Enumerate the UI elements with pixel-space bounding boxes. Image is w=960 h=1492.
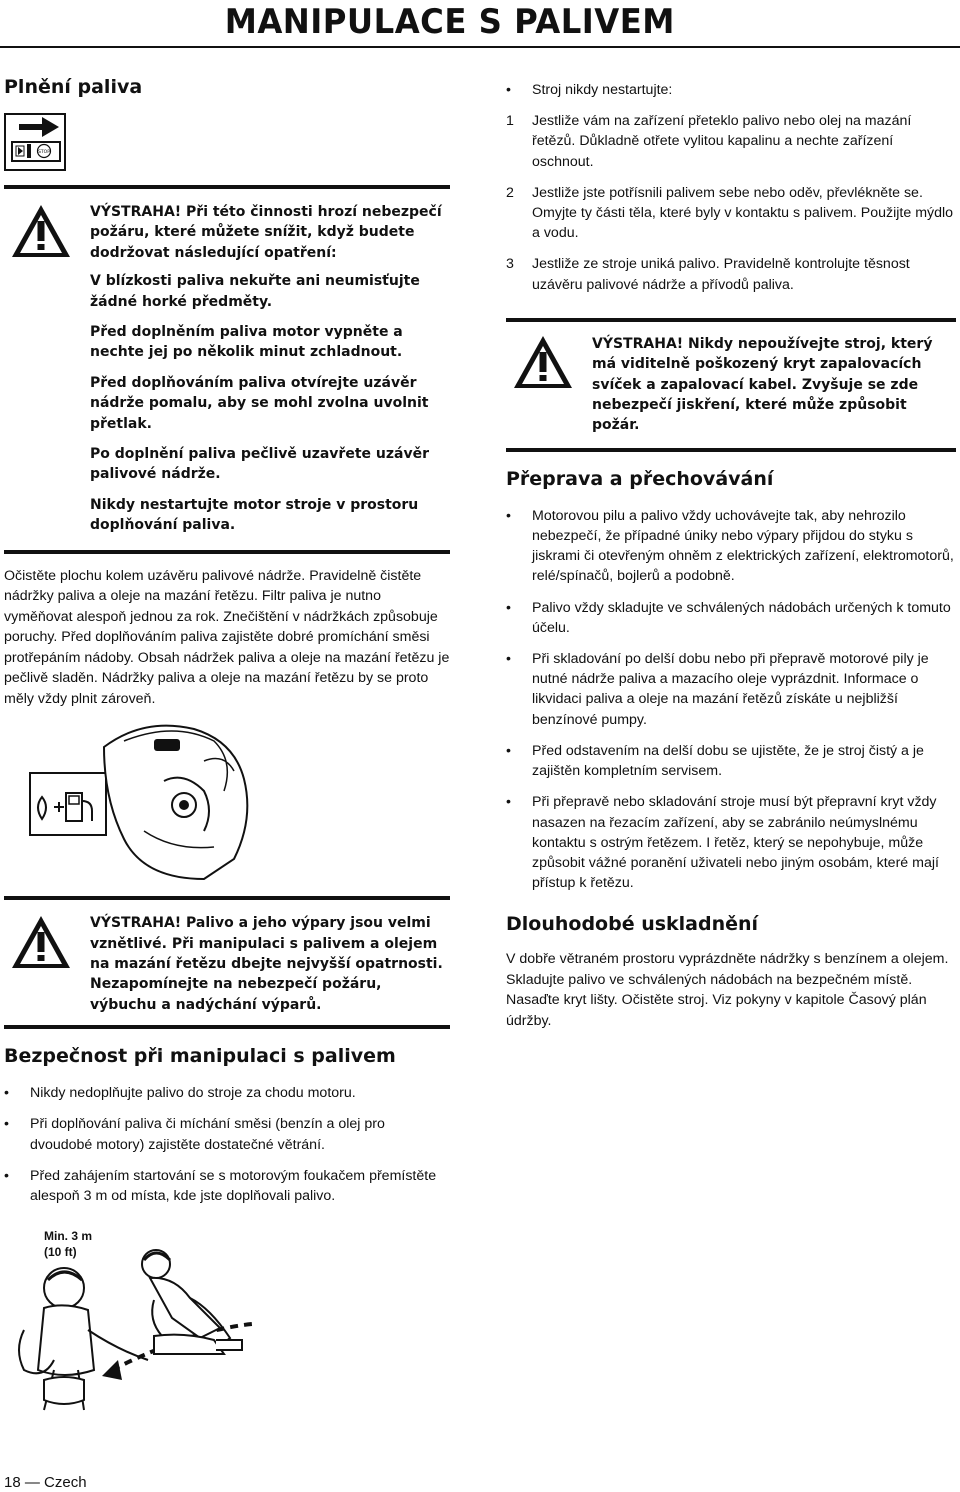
distance-illustration xyxy=(4,1220,450,1420)
warning-triangle-icon xyxy=(10,203,72,259)
fuel-safety-list xyxy=(4,1083,450,1206)
page-title: MANIPULACE S PALIVEM xyxy=(224,2,675,42)
list-item: • Při doplňování paliva či míchání směsi (benzín a olej pro dvoudobé motory) zajistěte dostatečné větrání. xyxy=(4,1114,450,1154)
transport-storage-list xyxy=(506,506,956,893)
fire-warning-box xyxy=(4,185,450,554)
svg-text:STOP: STOP xyxy=(38,150,50,155)
header-rule xyxy=(0,46,960,48)
list-item: • Před zahájením startování se s motorovým foukačem přemístěte alespoň 3 m od místa, kde jste doplňovali palivo. xyxy=(4,1166,450,1206)
step-text: Jestliže jste potřísnili palivem sebe nebo oděv, převlékněte se. Omyjte ty části těla, které byly v kontaktu s palivem. Použijte mýdlo a vodu. xyxy=(532,184,954,242)
chainsaw-fuel-cap-icon xyxy=(4,721,450,886)
never-start-conditions xyxy=(506,111,956,295)
list-item: • Palivo vždy skladujte ve schválených nádobách určených k tomuto účelu. xyxy=(506,598,956,638)
page-footer: 18 — Czech xyxy=(4,1474,87,1491)
warning-paragraph: V blízkosti paliva nekuřte ani neumisťujte žádné horké předměty. xyxy=(90,273,420,310)
spark-plug-warning-box xyxy=(506,318,956,452)
warning-paragraph: Po doplnění paliva pečlivě uzavřete uzávěr palivové nádrže. xyxy=(90,446,429,483)
list-item xyxy=(506,183,956,244)
step-text: Jestliže vám na zařízení přeteklo palivo nebo olej na mazání řetězů. Důkladně otřete vylitou kapalinu a nechte zařízení oschnout. xyxy=(532,113,912,170)
stop-engine-pictogram xyxy=(4,113,66,171)
distance-label-imperial: (10 ft) xyxy=(44,1245,77,1260)
warning-paragraph: Před doplněním paliva motor vypněte a nechte jej po několik minut zchladnout. xyxy=(90,324,403,361)
cleaning-paragraph: Očistěte plochu kolem uzávěru palivové nádrže. Pravidelně čistěte nádržky paliva a oleje na mazání řetězu. Filtr paliva je nutno vyměňovat alespoň jednou za rok. Znečištění v nádržkách způsobuje poruchy. Před doplňováním paliva zajistěte dobré promíchání směsi protřepáním nádoby. Obsah nádržek paliva a oleje na mazání řetězu je pečlivě sladěn. Nádržky paliva a oleje na mazání řetězu by se proto měly vždy plnit zároveň. xyxy=(4,567,450,707)
warning-text xyxy=(592,334,956,436)
list-item: • Stroj nikdy nestartujte: xyxy=(506,80,956,100)
step-number: 1 xyxy=(506,113,514,130)
warning-triangle-icon xyxy=(512,334,574,390)
section-title-long-term-storage: Dlouhodobé uskladnění xyxy=(506,913,759,936)
list-item xyxy=(506,111,956,172)
list-item xyxy=(506,254,956,294)
flammable-warning-box xyxy=(4,896,450,1029)
never-start-list xyxy=(506,80,956,100)
step-number: 2 xyxy=(506,184,514,201)
list-item: • Před odstavením na delší dobu se ujistěte, že je stroj čistý a je zajištěn kompletním servisem. xyxy=(506,741,956,781)
warning-paragraph: Nikdy nestartujte motor stroje v prostoru doplňování paliva. xyxy=(90,496,419,534)
right-column xyxy=(506,80,956,1031)
warning-triangle-icon xyxy=(10,914,72,970)
list-item: • Motorovou pilu a palivo vždy uchovávejte tak, aby nehrozilo nebezpečí, že případné úniky nebo výpary přijdou do styku s jiskrami či otevřeným ohněm z elektrických zařízení, elektromotorů, relé/spínačů, bojlerů a podobně. xyxy=(506,506,956,587)
warning-paragraph: VÝSTRAHA! Palivo a jeho výpary jsou velmi vznětlivé. Při manipulaci s palivem a olejem na mazání řetězu dbejte nejvyšší opatrnosti. Nezapomínejte na nebezpečí požáru, výbuchu a nadýchání výparů. xyxy=(90,915,443,1013)
warning-text xyxy=(90,202,450,536)
distance-label-metric: Min. 3 m xyxy=(44,1229,93,1244)
section-title-fuel-safety: Bezpečnost při manipulaci s palivem xyxy=(4,1045,396,1068)
chainsaw-fuel-illustration xyxy=(4,721,450,886)
warning-text xyxy=(90,913,450,1015)
left-column xyxy=(4,70,450,1420)
section-title-transport-storage: Přeprava a přechovávání xyxy=(506,467,774,490)
section-title-refueling: Plnění paliva xyxy=(4,76,143,98)
storage-paragraph: V dobře větraném prostoru vyprázdněte nádržky s benzínem a olejem. Skladujte palivo ve schválených nádobách na bezpečném místě. Nasaďte kryt lišty. Očistěte stroj. Viz pokyny v kapitole Časový plán údržby. xyxy=(506,951,949,1029)
stop-engine-icon xyxy=(4,113,66,171)
distance-label xyxy=(44,1228,92,1260)
step-text: Jestliže ze stroje uniká palivo. Pravidelně kontrolujte těsnost uzávěru palivové nádrže a přívodů paliva. xyxy=(532,256,910,293)
warning-paragraph: Před doplňováním paliva otvírejte uzávěr nádrže pomalu, aby se mohl zvolna uvolnit přetlak. xyxy=(90,374,429,432)
warning-paragraph: VÝSTRAHA! Při této činnosti hrozí nebezpečí požáru, které můžete snížit, když budete dodržovat následující opatření: xyxy=(90,204,442,261)
list-item: • Nikdy nedoplňujte palivo do stroje za chodu motoru. xyxy=(4,1083,450,1103)
step-number: 3 xyxy=(506,256,514,273)
list-item: • Při přepravě nebo skladování stroje musí být přepravní kryt vždy nasazen na řezacím zařízení, aby se zabránilo neúmyslnému kontaktu s ostrým řetězem. I řetěz, který se nepohybuje, může způsobit vážné poranění uživateli nebo jiným osobám, které mají přístup k řetězu. xyxy=(506,792,956,893)
list-item: • Při skladování po delší dobu nebo při přepravě motorové pily je nutné nádrže paliva a mazacího oleje vyprázdnit. Informace o likvidaci paliva a oleje na mazání řetězů získáte u nejbližší benzínové pumpy. xyxy=(506,649,956,730)
warning-paragraph: VÝSTRAHA! Nikdy nepoužívejte stroj, který má viditelně poškozený kryt zapalovacích svíček a zapalovací kabel. Zvyšuje se zde nebezpečí jiskření, které může způsobit požár. xyxy=(592,335,933,434)
